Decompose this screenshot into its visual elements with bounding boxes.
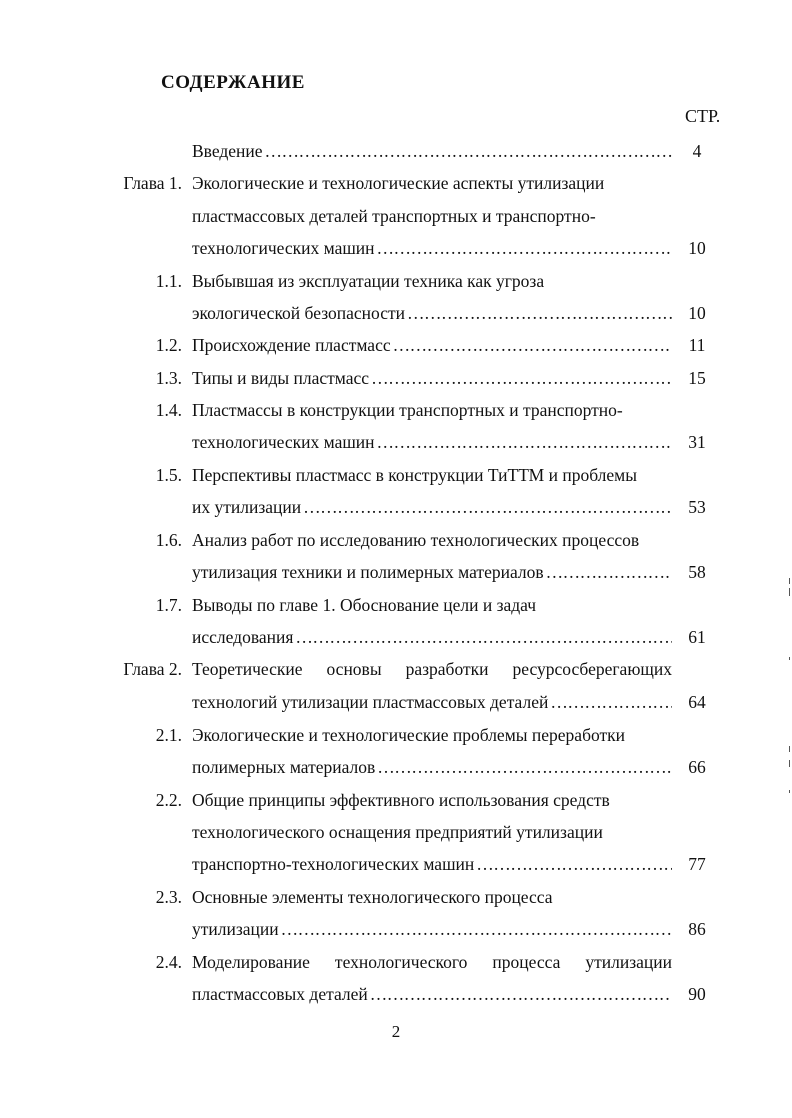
toc-entry-text: Введение xyxy=(192,141,263,161)
toc-entry-number: 2.4. xyxy=(155,952,182,972)
scan-speck xyxy=(789,746,790,752)
toc-entry-text: Анализ работ по исследованию технологических процессов xyxy=(192,530,640,550)
toc-leader-dots xyxy=(407,300,672,326)
scan-speck xyxy=(789,790,790,793)
toc-entry-1-7 xyxy=(0,592,792,618)
toc-entry-1-5 xyxy=(0,462,792,488)
toc-entry-text: Происхождение пластмасс xyxy=(192,335,391,355)
toc-entry-number: 1.5. xyxy=(155,465,182,485)
toc-entry-text: Типы и виды пластмасс xyxy=(192,368,370,388)
toc-entry-2-2 xyxy=(0,787,792,813)
toc-entry-1-6-line-2 xyxy=(0,559,792,585)
toc-page-number: 86 xyxy=(688,919,706,939)
toc-leader-dots xyxy=(371,365,672,391)
toc-entry-number: Глава 1. xyxy=(123,173,182,193)
toc-entry-1-3 xyxy=(0,365,792,391)
toc-entry-text: пластмассовых деталей xyxy=(192,984,368,1004)
toc-entry-1-5-line-2 xyxy=(0,494,792,520)
toc-entry-text: Перспективы пластмасс в конструкции ТиТТМ и проблемы xyxy=(192,465,637,485)
toc-entry-1-1 xyxy=(0,268,792,294)
toc-page-number: 31 xyxy=(688,432,706,452)
toc-entry-1-4 xyxy=(0,397,792,423)
toc-entry-text: исследования xyxy=(192,627,294,647)
toc-entry-text: транспортно-технологических машин xyxy=(192,854,475,874)
scan-speck xyxy=(789,657,790,660)
toc-leader-dots xyxy=(393,332,672,358)
toc-entry-chapter-1-line-3 xyxy=(0,235,792,261)
toc-entry-number: 1.6. xyxy=(155,530,182,550)
page-title: СОДЕРЖАНИЕ xyxy=(161,72,305,93)
toc-entry-text: технологического оснащения предприятий утилизации xyxy=(192,822,603,842)
toc-leader-dots xyxy=(377,429,672,455)
toc-entry-text: Экологические и технологические проблемы переработки xyxy=(192,725,626,745)
toc-entry-text: технологий утилизации пластмассовых деталей xyxy=(192,692,549,712)
toc-entry-1-6 xyxy=(0,527,792,553)
toc-leader-dots xyxy=(377,754,672,780)
toc-leader-dots xyxy=(303,494,672,520)
toc-entry-number: 1.2. xyxy=(155,335,182,355)
page-number: 2 xyxy=(391,1022,401,1041)
toc-page-number: 10 xyxy=(688,303,706,323)
toc-entry-text: Моделирование технологического процесса утилизации xyxy=(192,952,672,972)
toc-leader-dots xyxy=(476,851,672,877)
toc-page-number: 77 xyxy=(688,854,706,874)
toc-page-number: 4 xyxy=(692,141,702,161)
toc-entry-number: 1.1. xyxy=(155,271,182,291)
toc-entry-2-4-line-2 xyxy=(0,981,792,1007)
toc-entry-text: Экологические и технологические аспекты утилизации xyxy=(192,173,605,193)
toc-leader-dots xyxy=(265,138,672,164)
toc-entry-1-2 xyxy=(0,332,792,358)
toc-entry-text: Пластмассы в конструкции транспортных и транспортно- xyxy=(192,400,623,420)
toc-leader-dots xyxy=(550,689,672,715)
toc-entry-2-4 xyxy=(0,949,792,975)
toc-page-number: 90 xyxy=(688,984,706,1004)
toc-entry-text: Выводы по главе 1. Обоснование цели и задач xyxy=(192,595,537,615)
toc-entry-chapter-1-line-2 xyxy=(0,203,792,229)
toc-entry-number: 1.7. xyxy=(155,595,182,615)
toc-entry-number: 2.2. xyxy=(155,790,182,810)
toc-entry-text: утилизация техники и полимерных материалов xyxy=(192,562,544,582)
scan-speck xyxy=(789,588,790,596)
toc-entry-2-2-line-3 xyxy=(0,851,792,877)
toc-entry-text: Общие принципы эффективного использования средств xyxy=(192,790,610,810)
toc-page-number: 64 xyxy=(688,692,706,712)
toc-entry-2-3 xyxy=(0,884,792,910)
toc-entry-text: Теоретические основы разработки ресурсосберегающих xyxy=(192,659,672,679)
toc-entry-introduction xyxy=(0,138,792,164)
toc-leader-dots xyxy=(281,916,672,942)
scan-speck xyxy=(789,578,790,584)
toc-leader-dots xyxy=(546,559,672,585)
toc-entry-1-7-line-2 xyxy=(0,624,792,650)
toc-entry-2-1-line-2 xyxy=(0,754,792,780)
toc-page-number: 61 xyxy=(688,627,706,647)
toc-entry-text: пластмассовых деталей транспортных и транспортно- xyxy=(192,206,596,226)
toc-entry-text: Основные элементы технологического процесса xyxy=(192,887,553,907)
toc-entry-1-4-line-2 xyxy=(0,429,792,455)
toc-entry-number: 1.4. xyxy=(155,400,182,420)
toc-entry-1-1-line-2 xyxy=(0,300,792,326)
toc-entry-text: экологической безопасности xyxy=(192,303,405,323)
toc-page-number: 53 xyxy=(688,497,706,517)
toc-entry-number: 2.3. xyxy=(155,887,182,907)
toc-leader-dots xyxy=(295,624,672,650)
toc-entry-text: полимерных материалов xyxy=(192,757,376,777)
toc-entry-text: утилизации xyxy=(192,919,279,939)
toc-entry-chapter-2-line-2 xyxy=(0,689,792,715)
toc-entry-2-3-line-2 xyxy=(0,916,792,942)
toc-entry-2-2-line-2 xyxy=(0,819,792,845)
toc-entry-number: Глава 2. xyxy=(123,659,182,679)
toc-page-number: 11 xyxy=(688,335,706,355)
scan-speck xyxy=(789,760,790,767)
toc-entry-chapter-2 xyxy=(0,656,792,682)
toc-entry-text: Выбывшая из эксплуатации техника как угроза xyxy=(192,271,545,291)
toc-entry-text: их утилизации xyxy=(192,497,302,517)
toc-leader-dots xyxy=(370,981,672,1007)
page-column-label: СТР. xyxy=(685,106,721,126)
toc-entry-text: технологических машин xyxy=(192,432,375,452)
toc-entry-chapter-1 xyxy=(0,170,792,196)
toc-page-number: 66 xyxy=(688,757,706,777)
toc-page-number: 15 xyxy=(688,368,706,388)
toc-entry-text: технологических машин xyxy=(192,238,375,258)
toc-leader-dots xyxy=(377,235,672,261)
toc-page-number: 10 xyxy=(688,238,706,258)
toc-entry-number: 2.1. xyxy=(155,725,182,745)
toc-page-number: 58 xyxy=(688,562,706,582)
toc-entry-number: 1.3. xyxy=(155,368,182,388)
toc-entry-2-1 xyxy=(0,722,792,748)
